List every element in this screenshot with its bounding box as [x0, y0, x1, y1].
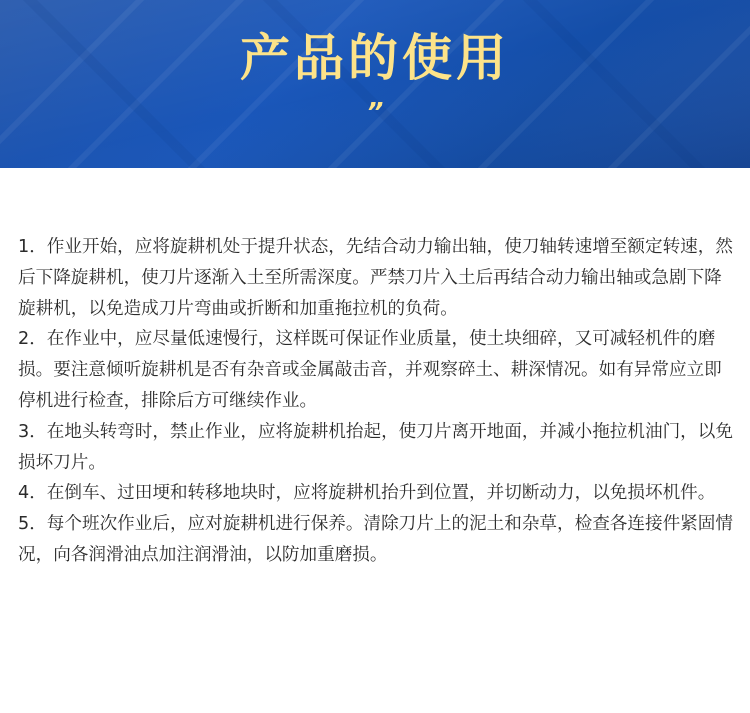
- instruction-item-5: 5．每个班次作业后，应对旋耕机进行保养。清除刀片上的泥土和杂草，检查各连接件紧固情况，向各润滑油点加注润滑油，以防加重磨损。: [18, 514, 733, 565]
- header-banner: [0, 0, 750, 168]
- instruction-item-3: 3．在地头转弯时，禁止作业，应将旋耕机抬起，使刀片离开地面，并减小拖拉机油门，以免损坏刀片。: [18, 421, 733, 473]
- instruction-item-4: 4．在倒车、过田埂和转移地块时，应将旋耕机抬升到位置，并切断动力，以免损坏机件。: [18, 483, 716, 504]
- quote-mark: ”: [366, 98, 384, 128]
- page-title: 产品的使用: [240, 29, 510, 87]
- instruction-item-2: 2．在作业中，应尽量低速慢行，这样既可保证作业质量，使土块细碎，又可减轻机件的磨损。要注意倾听旋耕机是否有杂音或金属敲击音，并观察碎土、耕深情况。如有异常应立即停机进行检查，排除后方可继续作业。: [18, 329, 722, 411]
- instructions-text: [18, 232, 734, 571]
- instruction-item-1: 1．作业开始，应将旋耕机处于提升状态，先结合动力输出轴，使刀轴转速增至额定转速，然后下降旋耕机，使刀片逐渐入土至所需深度。严禁刀片入土后再结合动力输出轴或急剧下降旋耕机，以免造成刀片弯曲或折断和加重拖拉机的负荷。: [18, 237, 733, 319]
